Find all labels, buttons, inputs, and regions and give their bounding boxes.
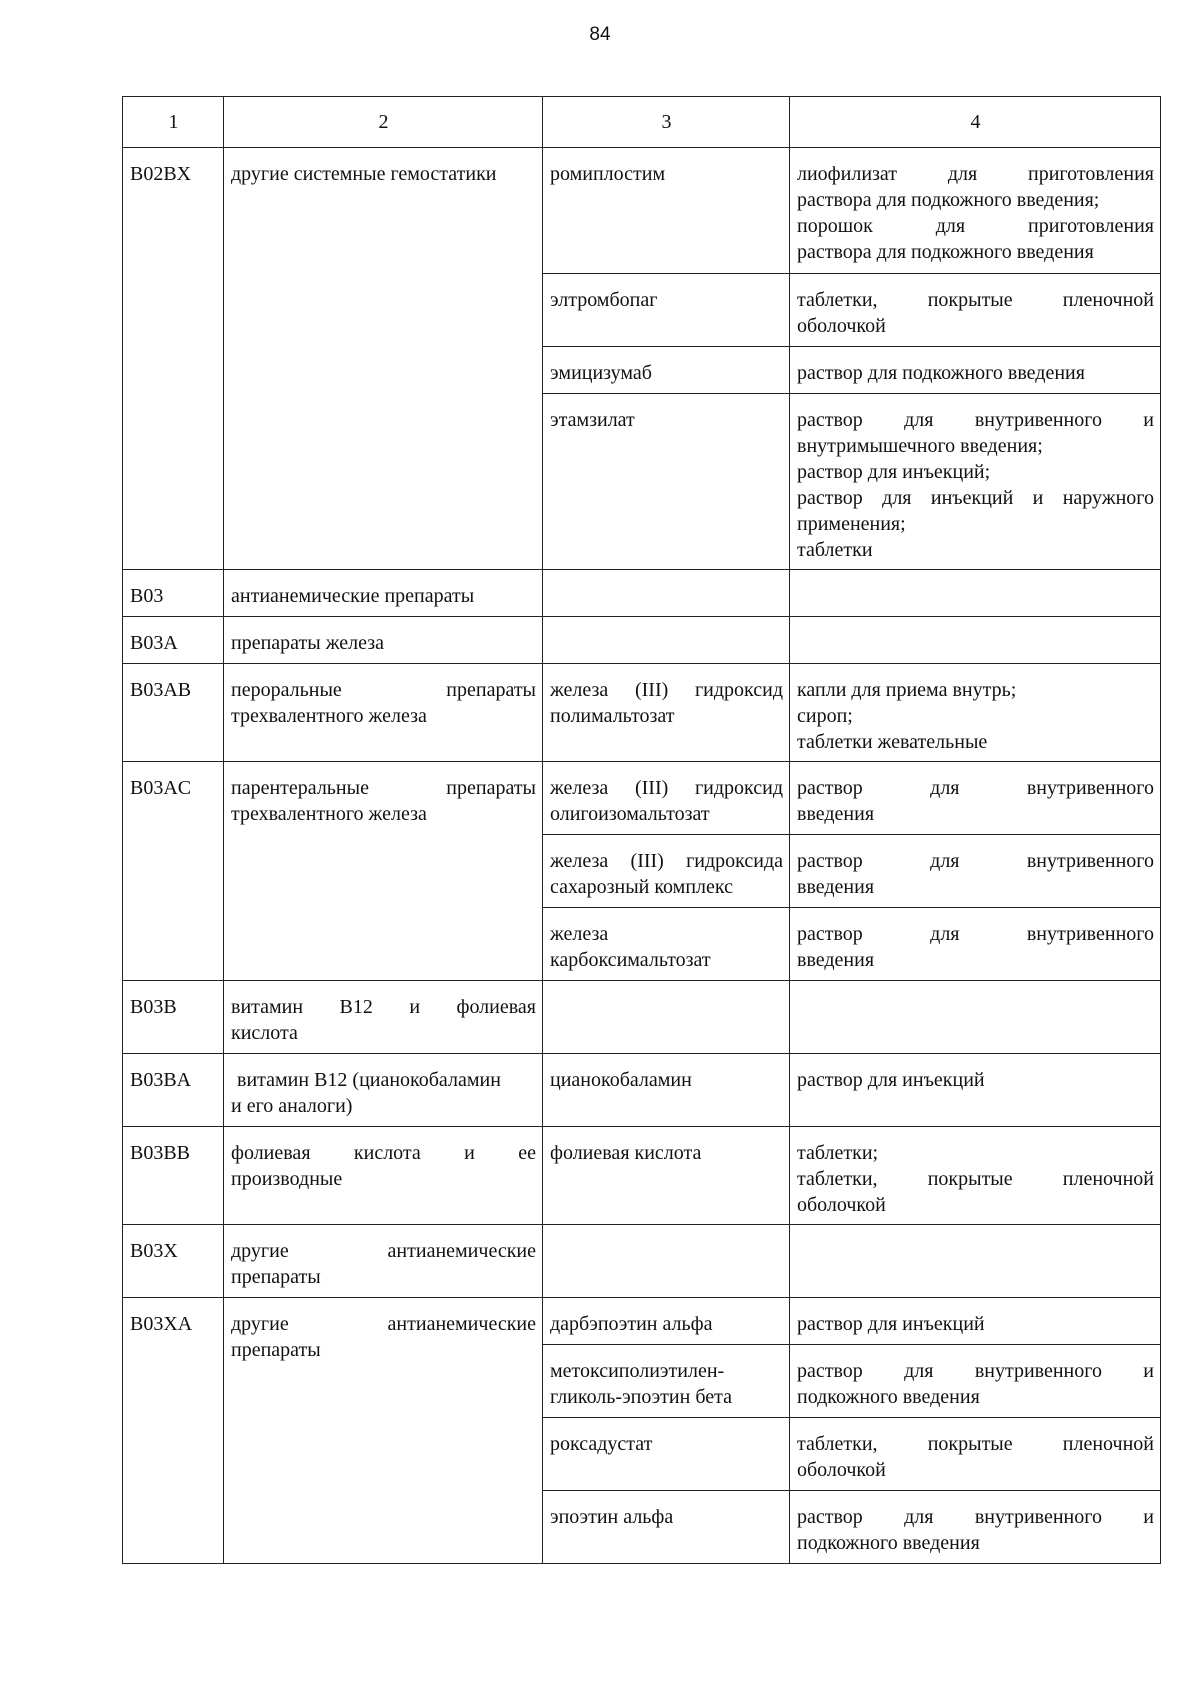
drug-name — [543, 981, 790, 1054]
text-line: раствор для инъекций и наружного — [797, 487, 1154, 509]
text-line: оболочкой — [797, 315, 886, 337]
table-row — [123, 981, 1161, 1054]
dosage-form: раствор для подкожного введения — [790, 347, 1161, 394]
dosage-form — [790, 1225, 1161, 1298]
text-line: производные — [231, 1168, 343, 1190]
drug-name — [543, 1345, 790, 1418]
text-line: железа (III) гидроксид — [550, 679, 783, 701]
text-line: фолиевая кислота и ее — [231, 1142, 536, 1164]
text-line: таблетки, покрытые пленочной — [797, 1433, 1154, 1455]
drug-name — [543, 908, 790, 981]
text-line: таблетки, покрытые пленочной — [797, 289, 1154, 311]
group-name — [224, 1127, 543, 1225]
atc-code: B02BX — [123, 148, 224, 570]
text-line: таблетки — [797, 539, 873, 561]
group-name — [224, 762, 543, 981]
dosage-form — [790, 981, 1161, 1054]
drug-name — [543, 1298, 790, 1345]
table-row — [123, 617, 1161, 664]
drug-name: фолиевая кислота — [543, 1127, 790, 1225]
atc-code: B03AB — [123, 664, 224, 762]
text-line: дарбэпоэтин альфа — [550, 1313, 713, 1335]
table-row — [123, 148, 1161, 274]
dosage-form — [790, 617, 1161, 664]
table-row — [123, 1054, 1161, 1127]
text-line: железа — [550, 923, 609, 945]
table-row — [123, 1298, 1161, 1345]
dosage-form — [790, 1127, 1161, 1225]
text-line: витамин B12 и фолиевая — [231, 996, 536, 1018]
drug-name — [543, 1418, 790, 1491]
text-line: раствор для инъекций — [797, 1313, 985, 1335]
group-name: антианемические препараты — [224, 570, 543, 617]
drug-name — [543, 835, 790, 908]
text-line: витамин B12 (цианокобаламин — [237, 1069, 501, 1091]
drug-name: цианокобаламин — [543, 1054, 790, 1127]
group-name — [224, 1054, 543, 1127]
text-line: раствор для внутривенного — [797, 850, 1154, 872]
atc-code: B03BA — [123, 1054, 224, 1127]
table-row — [123, 1127, 1161, 1225]
drug-name: ромиплостим — [543, 148, 790, 274]
text-line: таблетки; — [797, 1142, 879, 1164]
text-line: введения — [797, 949, 875, 971]
table-row — [123, 664, 1161, 762]
text-line: раствор для внутривенного — [797, 923, 1154, 945]
drug-name — [543, 570, 790, 617]
dosage-form — [790, 1345, 1161, 1418]
text-line: таблетки, покрытые пленочной — [797, 1168, 1154, 1190]
text-line: трехвалентного железа — [231, 705, 427, 727]
text-line: раствор для внутривенного — [797, 777, 1154, 799]
text-line: порошок для приготовления — [797, 215, 1154, 237]
text-line: введения — [797, 876, 875, 898]
text-line: подкожного введения — [797, 1386, 980, 1408]
text-line: железа (III) гидроксид — [550, 777, 783, 799]
dosage-form — [790, 1491, 1161, 1564]
text-line: железа (III) гидроксида — [550, 850, 783, 872]
text-line: препараты — [231, 1339, 321, 1361]
text-line: раствор для внутривенного и — [797, 409, 1154, 431]
atc-code: B03X — [123, 1225, 224, 1298]
atc-code: B03A — [123, 617, 224, 664]
text-line: препараты — [231, 1266, 321, 1288]
dosage-form — [790, 664, 1161, 762]
atc-code: B03B — [123, 981, 224, 1054]
text-line: оболочкой — [797, 1194, 886, 1216]
text-line: подкожного введения — [797, 1532, 980, 1554]
drug-name — [543, 1225, 790, 1298]
dosage-form — [790, 570, 1161, 617]
text-line: трехвалентного железа — [231, 803, 427, 825]
group-name: препараты железа — [224, 617, 543, 664]
group-name — [224, 1225, 543, 1298]
text-line: олигоизомальтозат — [550, 803, 710, 825]
text-line: оболочкой — [797, 1459, 886, 1481]
text-line: раствор для инъекций; — [797, 461, 991, 483]
atc-code: B03XA — [123, 1298, 224, 1564]
dosage-form — [790, 762, 1161, 835]
group-name — [224, 1298, 543, 1564]
page-number: 84 — [589, 24, 611, 45]
text-line: парентеральные препараты — [231, 777, 536, 799]
drug-name — [543, 664, 790, 762]
drug-name: эмицизумаб — [543, 347, 790, 394]
text-line: раствора для подкожного введения — [797, 241, 1094, 263]
text-line: полимальтозат — [550, 705, 675, 727]
table-row — [123, 570, 1161, 617]
atc-code: B03BB — [123, 1127, 224, 1225]
header-cell-1: 1 — [123, 97, 224, 148]
text-line: другие антианемические — [231, 1313, 536, 1335]
dosage-form — [790, 1298, 1161, 1345]
group-name: другие системные гемостатики — [224, 148, 543, 570]
dosage-form — [790, 1418, 1161, 1491]
text-line: карбоксимальтозат — [550, 949, 711, 971]
drug-name — [543, 762, 790, 835]
drug-name — [543, 1491, 790, 1564]
dosage-form — [790, 835, 1161, 908]
text-line: кислота — [231, 1022, 298, 1044]
dosage-form — [790, 394, 1161, 570]
text-line: пероральные препараты — [231, 679, 536, 701]
dosage-form — [790, 274, 1161, 347]
text-line: раствора для подкожного введения; — [797, 189, 1100, 211]
drug-name: элтромбопаг — [543, 274, 790, 347]
atc-code: B03 — [123, 570, 224, 617]
text-line: таблетки жевательные — [797, 731, 988, 753]
text-line: роксадустат — [550, 1433, 653, 1455]
dosage-form — [790, 908, 1161, 981]
group-name — [224, 664, 543, 762]
header-cell-2: 2 — [224, 97, 543, 148]
text-line: эпоэтин альфа — [550, 1506, 674, 1528]
text-line: и его аналоги) — [231, 1095, 353, 1117]
dosage-form: раствор для инъекций — [790, 1054, 1161, 1127]
text-line: раствор для внутривенного и — [797, 1360, 1154, 1382]
text-line: гликоль-эпоэтин бета — [550, 1386, 732, 1408]
atc-code: B03AC — [123, 762, 224, 981]
drug-name — [543, 617, 790, 664]
table-header-row — [123, 97, 1161, 148]
header-cell-4: 4 — [790, 97, 1161, 148]
drug-name: этамзилат — [543, 394, 790, 570]
text-line: внутримышечного введения; — [797, 435, 1043, 457]
group-name — [224, 981, 543, 1054]
text-line: применения; — [797, 513, 906, 535]
text-line: введения — [797, 803, 875, 825]
text-line: капли для приема внутрь; — [797, 679, 1017, 701]
dosage-form — [790, 148, 1161, 274]
drug-table — [122, 96, 1161, 1564]
table-row — [123, 762, 1161, 835]
text-line: метоксиполиэтилен- — [550, 1360, 725, 1382]
text-line: сахарозный комплекс — [550, 876, 733, 898]
text-line: лиофилизат для приготовления — [797, 163, 1154, 185]
header-cell-3: 3 — [543, 97, 790, 148]
text-line: другие антианемические — [231, 1240, 536, 1262]
table-row — [123, 1225, 1161, 1298]
text-line: сироп; — [797, 705, 853, 727]
text-line: раствор для внутривенного и — [797, 1506, 1154, 1528]
